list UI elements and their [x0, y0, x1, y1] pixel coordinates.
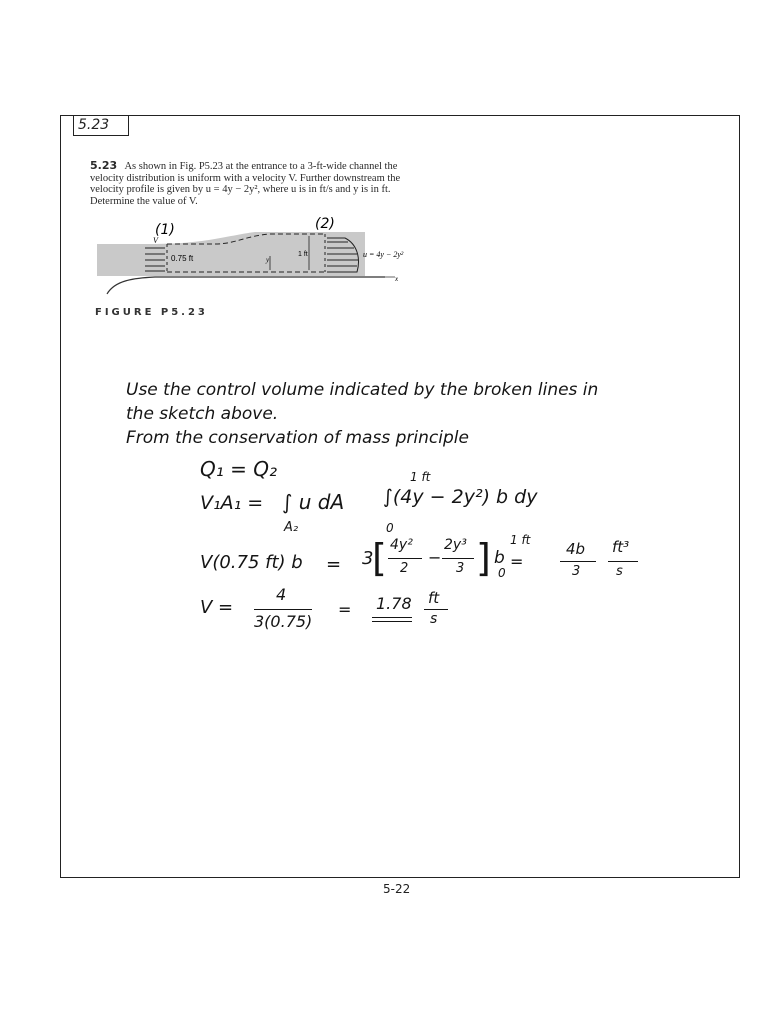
bracket-upper: 1 ft: [510, 533, 531, 547]
integral-upper: 1 ft: [410, 470, 431, 484]
v-final-lhs: V =: [200, 597, 234, 618]
section-1-label: (1): [155, 222, 175, 238]
channel-sketch: [95, 214, 435, 304]
frac3-numerator: 4b: [566, 540, 586, 558]
v-units-bar: [424, 609, 448, 610]
solution-line-1: Use the control volume indicated by the broken lines in: [126, 380, 599, 400]
profile-equation: u = 4y − 2y²: [363, 250, 404, 259]
problem-tag: 5.23: [73, 116, 129, 136]
q-equation: Q₁ = Q₂: [200, 457, 277, 481]
bracket-open: [: [372, 536, 387, 580]
units-denominator: s: [616, 564, 623, 579]
frac1-denominator: 2: [400, 561, 409, 576]
frac2-numerator: 2y³: [444, 537, 467, 553]
statement-text: As shown in Fig. P5.23 at the entrance to a 3-ft-wide channel the velocity distribution is uniform with a velocity V. Further downstream the velocity profile is given by u = 4y − 2y², where u is in ft/s and y is in ft. Determine the value of V.: [90, 161, 401, 207]
frac1-bar: [388, 558, 422, 559]
bracket-b: b: [494, 548, 505, 568]
units-numerator: ft³: [612, 538, 630, 556]
section-2-label: (2): [315, 216, 335, 232]
v-label: V: [153, 236, 158, 245]
v-units-denominator: s: [430, 611, 438, 627]
bracket-coefficient: 3: [362, 548, 374, 569]
x-label: x: [395, 275, 399, 283]
v-line-lhs: V(0.75 ft) b: [200, 552, 303, 573]
integral-udA: ∫ u dA: [282, 490, 345, 514]
frac2-bar: [442, 558, 474, 559]
statement-number: 5.23: [90, 159, 118, 172]
frac1-numerator: 4y²: [390, 537, 413, 553]
page-number: 5-22: [383, 882, 411, 896]
result-underline-2: [372, 621, 412, 622]
frac2-denominator: 3: [456, 561, 465, 576]
result-underline-1: [372, 617, 412, 618]
v-line-equals: =: [326, 554, 342, 575]
depth-2-label: 1 ft: [298, 251, 308, 258]
v-frac-denominator: 3(0.75): [254, 612, 313, 631]
bracket-lower: 0: [498, 566, 506, 580]
solution-line-2: the sketch above.: [126, 404, 279, 424]
integral-sub-a2: A₂: [284, 520, 299, 535]
channel-bottom: [107, 277, 385, 294]
v-frac-numerator: 4: [276, 585, 287, 604]
minus-sign: −: [428, 548, 442, 567]
bracket-equals: =: [510, 552, 524, 571]
v-frac-bar: [254, 609, 312, 610]
figure-caption: FIGURE P5.23: [95, 307, 208, 318]
units-bar: [608, 561, 638, 562]
integral-lower: 0: [386, 521, 394, 535]
integral-expression: ∫(4y − 2y²) b dy: [383, 486, 538, 508]
frac3-bar: [560, 561, 596, 562]
solution-line-3: From the conservation of mass principle: [126, 428, 469, 448]
v-final-equals: =: [338, 600, 352, 619]
problem-statement: [90, 160, 430, 207]
depth-1-label: 0.75 ft: [171, 254, 194, 263]
v-units-numerator: ft: [428, 589, 440, 607]
va-lhs: V₁A₁ =: [200, 492, 264, 514]
y-label: y: [266, 256, 270, 264]
bracket-close: ]: [476, 536, 491, 580]
v-result: 1.78: [376, 594, 412, 613]
frac3-denominator: 3: [572, 564, 581, 579]
